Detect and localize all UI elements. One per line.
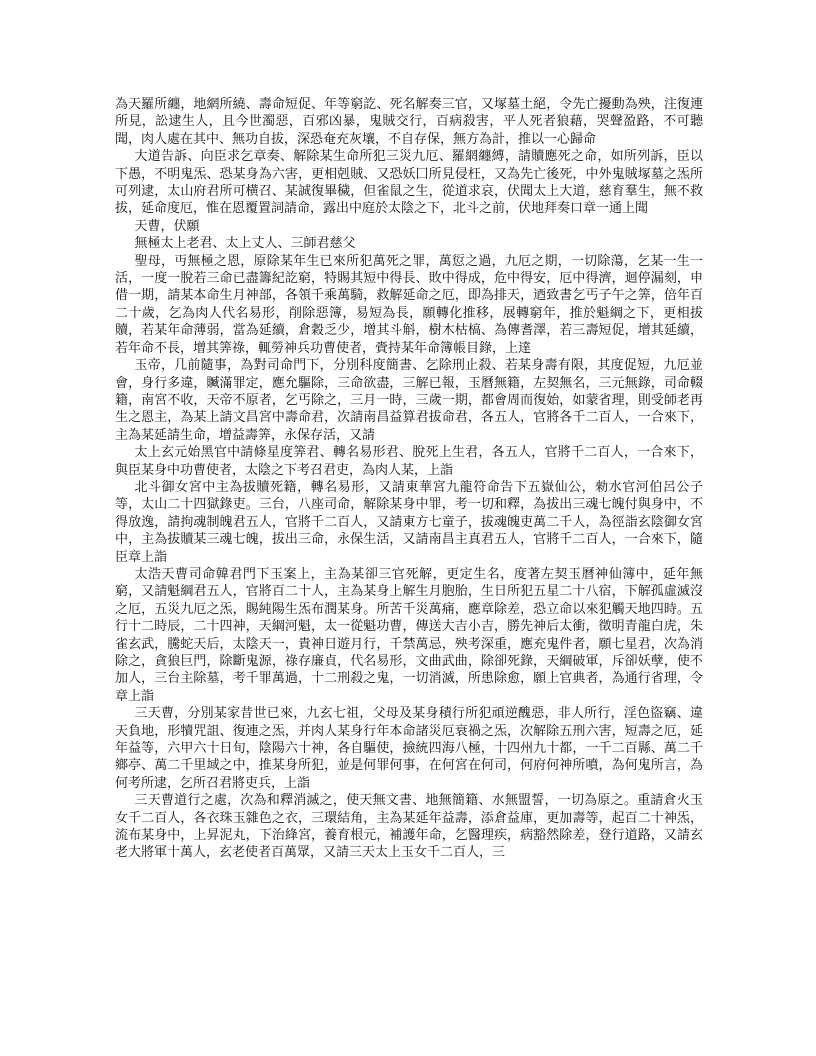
paragraph-8: 北斗御女宮中主為拔贖死籍，轉名易形，又請東華宮九龍符命告下五嶽仙公，勑水官河伯呂公子等，太山二十四獄錄吏。三台，八座司命，解除某身中罪，考一切和釋，為拔出三魂七魄付與身中，不得放逸，請拘魂制魄君五人，官將千二百人，又請東方七童子，拔魂魄吏萬二千人，為徑詣玄陰御女宮中，主為拔贖某三魂七魄，拔出三命，永保生活，又請南昌主真君五人，官將千二百人，一合來下，隨臣章上詣 bbox=[115, 479, 703, 565]
paragraph-1: 為天羅所纏，地網所繞、壽命短促、年等窮訖、死名解奏三官，又塚墓土絕，令先亡擾動為殃，注復連所見，訟逮生人，且今世濁惡，百邪凶暴，鬼賊交行，百病殺害，平人死者狼藉，哭聲盈路，不可聽聞，肉人處在其中、無功自拔，深恐奄充灰壤，不自存保，無方為計，推以一心歸命 bbox=[115, 97, 703, 147]
document-page bbox=[115, 96, 703, 862]
paragraph-5: 聖母，丏無極之恩，原除某年生已來所犯萬死之罪，萬愆之過，九厄之期，一切除蕩，乞某一生一活，一度一脫若三命已盡籌紀訖窮，特賜其短中得長、敗中得成，危中得安，厄中得濟，迴停漏刻，申借一期，請某本命生月神部，各領千乘萬騎，救解延命之厄，即為排天，迺致書乞丐子午之筭，倍年百二十歲，乞為肉人代名易形，削除惡簿，易短為長，願轉化推移，展轉窮年，推於魁綱之下，更相拔贖，若某年命薄弱，當為延續，倉穀乏少，增其斗斛，樹木枯槁、為傳耆澤，若三壽短促，增其延續，若年命不長，增其筭祿，輒勞神兵功曹使者，賫持某年命簿帳目錄，上達 bbox=[115, 253, 703, 356]
paragraph-2: 大道告訴、向臣求乞章奏、解除某生命所犯三災九厄、羅網纏縛，請贖應死之命，如所列訴，臣以下愚，不明鬼炁、恐某身為六害，更相剋賊、又恐妖囗所見侵枉，又為先亡後死，中外鬼賊塚墓之炁所可列逮，太山府君所可横召、某誠復畢穢，但雀鼠之生，從道求哀，伏聞太上大道，慈育羣生，無不救拔，延命度厄，惟在恩覆置詞請命，露出中庭於太陰之下，北斗之前，伏地拜奏口章一通上聞 bbox=[115, 149, 703, 217]
paragraph-7: 太上玄元始黑官中請條星度筭君、轉名易形君、脫死上生君，各五人，官將千二百人，一合來下，與臣某身中功曹使者，太陰之下考召君吏，為肉人某，上詣 bbox=[115, 445, 703, 478]
paragraph-3: 天曹，伏願 bbox=[134, 218, 200, 234]
paragraph-10: 三天曹，分別某家昔世已來，九玄七祖，父母及某身積行所犯頑逆醜惡，非人所行，淫色盜竊、違天負地，形犢咒詛、復連之炁，并肉人某身行年本命諸災厄衰禍之炁，次解除五刑六害，短壽之厄，延年益等，六甲六十日旬，陰陽六十神，各自驅使，撿統四海八極，十四州九十都，一千二百縣、萬二千鄉亭、萬二千里域之中，推某身所犯，並是何罪何事，在何宮在何司，何府何神所噴，為何鬼所言，為何考所逮，乞所召君將吏兵，上詣 bbox=[115, 706, 703, 791]
paragraph-6: 玉帝，几前隨事，為對司命門下，分別科度簡書、乞除刑止殺、若某身壽有限，其度促短，九厄並會，身行多違，贓滿罪定，應允驅除，三命欲盡，三解已報，玉曆無籍，左契無名，三元無錄，司命輟籍，南宮不收，天帝不原者，乞丐除之，三月一時，三歲一期，都會周而復始，如蒙省理，則受師老再生之恩主，為某上請文昌宮中壽命君，次請南昌益算君拔命君，各五人，官將各千二百人，一合來下，主為某延請生命，增益壽筭，永保存活，又請 bbox=[115, 358, 703, 443]
paragraph-4: 無極太上老君、太上丈人、三師君慈父 bbox=[134, 236, 356, 252]
paragraph-9: 太浩天曹司命韓君門下玉案上，主為某卻三官死解，更定生名，度著左契玉曆神仙簿中，延年無窮，又請魁綱君五人，官將百二十人，主為某身上解生月胞胎，生日所犯五星二十八宿，下解孤虛滅沒之厄，五災九厄之炁，賜純陽生炁布潤某身。所苦千災萬痛，應章除差，恐立命以來犯觸天地四時。五行十二時辰，二十四神，天綱河魁，太一從魁功曹，傳送大吉小吉，勝先神后太衝，徵明青龍白虎，朱雀玄武，騰蛇天后，太陰天一，貴神日遊月行，千禁萬忌，殃考深重，應充鬼件者，願七星君，次為消除之，貪狼巨門，除斷鬼源，祿存廉貞，代名易形，文曲武曲，除卻死錄，天綱破軍，斥卻妖孽，使不加人，三台主除墓，考千罪萬過，十二刑殺之鬼，一切消滅，所患除愈，願上官典者，為通行省理，令章上詣 bbox=[115, 566, 703, 704]
paragraph-11: 三天曹道行之處，次為和釋消滅之，使天無文書、地無簡籍、水無盟誓，一切為原之。重請倉火玉女千二百人，各衣珠玉雜色之衣，三環結角，主為某延年益壽，添倉益庫，更加壽等，起百二十神炁，流布某身中，上昇泥丸，下治綘宮，養育根元，補護年命，乞醫理疾，病豁然除差，登行道路，又請玄老大將軍十萬人，玄老使者百萬眾，又請三天太上玉女千二百人，三 bbox=[115, 793, 703, 861]
